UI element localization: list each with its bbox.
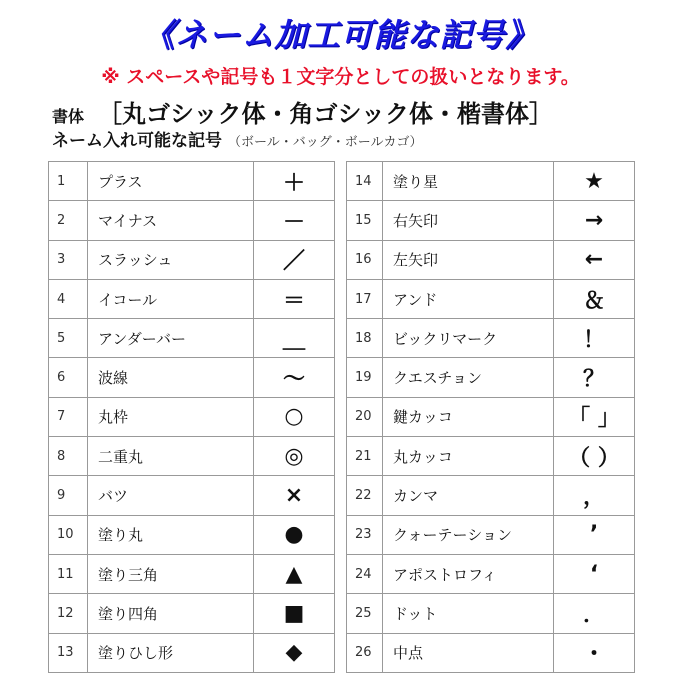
symbol-name: カンマ xyxy=(383,476,554,515)
table-row xyxy=(49,437,335,476)
notice-text: ※ スペースや記号も１文字分としての扱いとなります。 xyxy=(101,66,580,88)
filled-star-icon: ★ xyxy=(554,162,635,201)
table-row xyxy=(347,594,635,633)
symbol-name: プラス xyxy=(88,162,254,201)
row-number: 20 xyxy=(347,397,383,436)
row-number: 18 xyxy=(347,319,383,358)
table-row xyxy=(49,554,335,593)
table-row xyxy=(347,515,635,554)
table-row xyxy=(347,437,635,476)
row-number: 13 xyxy=(49,633,88,672)
symbol-name: スラッシュ xyxy=(88,240,254,279)
apostrophe-icon: ‘ xyxy=(554,554,635,593)
table-row xyxy=(49,319,335,358)
corner-brackets-icon: 「 」 xyxy=(554,397,635,436)
row-number: 6 xyxy=(49,358,88,397)
symbol-name: 塗り四角 xyxy=(88,594,254,633)
table-row xyxy=(347,554,635,593)
symbol-table-left xyxy=(48,161,335,673)
wave-icon: ～ xyxy=(254,358,335,397)
row-number: 23 xyxy=(347,515,383,554)
equals-icon: ＝ xyxy=(254,279,335,318)
table-row xyxy=(347,201,635,240)
row-number: 8 xyxy=(49,437,88,476)
symbol-name: 塗りひし形 xyxy=(88,633,254,672)
symbol-name: 塗り星 xyxy=(383,162,554,201)
symbol-name: アンダーバー xyxy=(88,319,254,358)
quotation-icon: ’ xyxy=(554,515,635,554)
row-number: 24 xyxy=(347,554,383,593)
row-number: 19 xyxy=(347,358,383,397)
table-row xyxy=(347,633,635,672)
row-number: 16 xyxy=(347,240,383,279)
row-number: 3 xyxy=(49,240,88,279)
table-row xyxy=(49,279,335,318)
filled-triangle-icon: ▲ xyxy=(254,554,335,593)
symbol-name: ビックリマーク xyxy=(383,319,554,358)
symbol-name: 右矢印 xyxy=(383,201,554,240)
symbol-name: 丸枠 xyxy=(88,397,254,436)
table-row xyxy=(49,633,335,672)
symbol-name: 塗り丸 xyxy=(88,515,254,554)
table-row xyxy=(49,358,335,397)
filled-circle-icon: ● xyxy=(254,515,335,554)
symbols-subtitle xyxy=(52,126,422,151)
page-title: 《ネーム加工可能な記号》 xyxy=(142,16,539,54)
table-row xyxy=(347,240,635,279)
middle-dot-icon: ・ xyxy=(554,633,635,672)
symbol-name: マイナス xyxy=(88,201,254,240)
table-row xyxy=(347,162,635,201)
symbol-name: バツ xyxy=(88,476,254,515)
font-label: 書体 xyxy=(52,107,85,126)
plus-icon: ＋ xyxy=(254,162,335,201)
ampersand-icon: ＆ xyxy=(554,279,635,318)
row-number: 22 xyxy=(347,476,383,515)
symbol-name: 塗り三角 xyxy=(88,554,254,593)
row-number: 10 xyxy=(49,515,88,554)
symbol-name: ドット xyxy=(383,594,554,633)
row-number: 12 xyxy=(49,594,88,633)
symbol-name: イコール xyxy=(88,279,254,318)
table-row xyxy=(49,240,335,279)
question-icon: ？ xyxy=(554,358,635,397)
row-number: 1 xyxy=(49,162,88,201)
table-row xyxy=(49,397,335,436)
slash-icon: ／ xyxy=(254,240,335,279)
symbol-name: クエスチョン xyxy=(383,358,554,397)
symbol-name: アポストロフィ xyxy=(383,554,554,593)
symbol-name: アンド xyxy=(383,279,554,318)
symbol-name: 鍵カッコ xyxy=(383,397,554,436)
table-row xyxy=(49,201,335,240)
dot-icon: ． xyxy=(554,594,635,633)
row-number: 25 xyxy=(347,594,383,633)
table-row xyxy=(49,476,335,515)
symbol-name: クォーテーション xyxy=(383,515,554,554)
filled-diamond-icon: ◆ xyxy=(254,633,335,672)
table-row xyxy=(347,279,635,318)
parentheses-icon: （ ） xyxy=(554,437,635,476)
symbol-name: 波線 xyxy=(88,358,254,397)
comma-icon: ， xyxy=(554,476,635,515)
row-number: 14 xyxy=(347,162,383,201)
underscore-icon: ＿ xyxy=(254,319,335,358)
subtitle-items: （ボール・バッグ・ボールカゴ） xyxy=(228,135,423,150)
row-number: 17 xyxy=(347,279,383,318)
table-row xyxy=(49,515,335,554)
table-row xyxy=(347,358,635,397)
minus-icon: － xyxy=(254,201,335,240)
right-arrow-icon: → xyxy=(554,201,635,240)
subtitle-main: ネーム入れ可能な記号 xyxy=(52,131,222,151)
circle-outline-icon: ○ xyxy=(254,397,335,436)
row-number: 2 xyxy=(49,201,88,240)
row-number: 11 xyxy=(49,554,88,593)
row-number: 5 xyxy=(49,319,88,358)
symbol-name: 丸カッコ xyxy=(383,437,554,476)
row-number: 7 xyxy=(49,397,88,436)
row-number: 9 xyxy=(49,476,88,515)
row-number: 26 xyxy=(347,633,383,672)
row-number: 21 xyxy=(347,437,383,476)
exclamation-icon: ！ xyxy=(554,319,635,358)
table-row xyxy=(49,162,335,201)
symbol-table-right xyxy=(346,161,635,673)
table-row xyxy=(347,319,635,358)
left-arrow-icon: ← xyxy=(554,240,635,279)
double-circle-icon: ◎ xyxy=(254,437,335,476)
table-row xyxy=(347,476,635,515)
symbol-name: 二重丸 xyxy=(88,437,254,476)
cross-icon: × xyxy=(254,476,335,515)
row-number: 4 xyxy=(49,279,88,318)
row-number: 15 xyxy=(347,201,383,240)
font-styles-line xyxy=(52,94,553,129)
table-row xyxy=(49,594,335,633)
filled-square-icon: ■ xyxy=(254,594,335,633)
symbol-name: 中点 xyxy=(383,633,554,672)
font-list: ［丸ゴシック体・角ゴシック体・楷書体］ xyxy=(98,100,554,128)
table-row xyxy=(347,397,635,436)
symbol-name: 左矢印 xyxy=(383,240,554,279)
